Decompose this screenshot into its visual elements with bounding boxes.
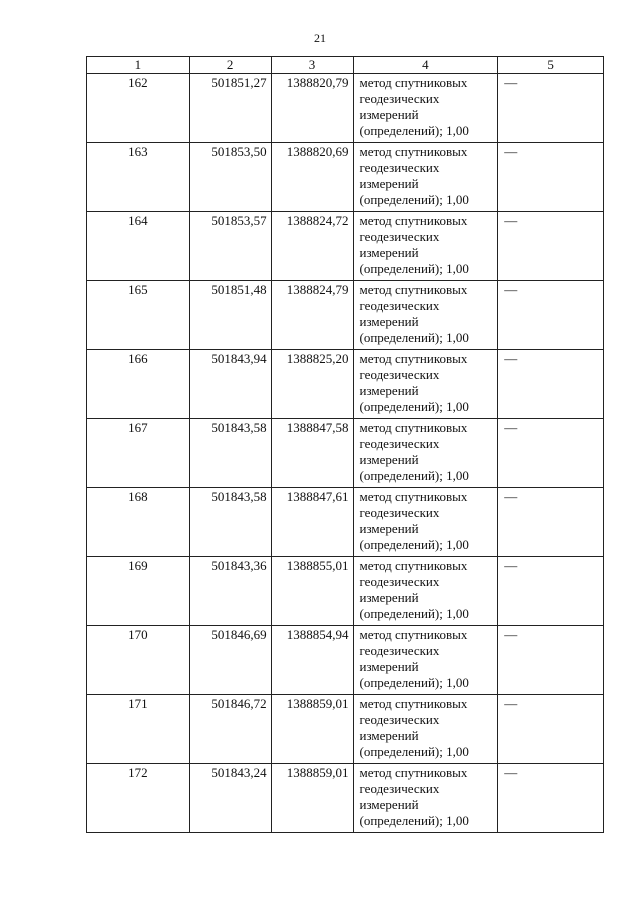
point-number-cell: 162 — [87, 74, 190, 143]
table-row — [87, 212, 604, 281]
method-cell — [353, 488, 498, 557]
method-line: метод спутниковых — [359, 282, 468, 297]
column-header-1: 1 — [87, 57, 190, 74]
y-coordinate-cell: 1388820,79 — [271, 74, 353, 143]
column-header-4: 4 — [353, 57, 498, 74]
y-coordinate-cell: 1388847,61 — [271, 488, 353, 557]
y-coordinate-cell: 1388859,01 — [271, 764, 353, 833]
table-row — [87, 74, 604, 143]
method-line: метод спутниковых — [359, 351, 468, 366]
method-line: (определений); 1,00 — [359, 468, 469, 483]
point-number-cell: 172 — [87, 764, 190, 833]
y-coordinate-cell: 1388824,79 — [271, 281, 353, 350]
x-coordinate-cell: 501853,57 — [189, 212, 271, 281]
method-line: метод спутниковых — [359, 420, 468, 435]
method-line: метод спутниковых — [359, 627, 468, 642]
point-number-cell: 164 — [87, 212, 190, 281]
note-cell: — — [498, 74, 604, 143]
method-line: (определений); 1,00 — [359, 261, 469, 276]
method-line: метод спутниковых — [359, 696, 468, 711]
x-coordinate-cell: 501851,27 — [189, 74, 271, 143]
method-line: (определений); 1,00 — [359, 123, 469, 138]
method-line: (определений); 1,00 — [359, 606, 469, 621]
method-cell — [353, 212, 498, 281]
method-line: измерений — [359, 107, 419, 122]
method-line: измерений — [359, 521, 419, 536]
method-line: геодезических — [359, 643, 440, 658]
method-cell — [353, 419, 498, 488]
method-cell — [353, 74, 498, 143]
method-line: геодезических — [359, 712, 440, 727]
method-line: геодезических — [359, 229, 440, 244]
method-line: метод спутниковых — [359, 75, 468, 90]
method-line: метод спутниковых — [359, 765, 468, 780]
method-line: (определений); 1,00 — [359, 537, 469, 552]
y-coordinate-cell: 1388859,01 — [271, 695, 353, 764]
method-line: геодезических — [359, 781, 440, 796]
method-cell — [353, 143, 498, 212]
note-cell: — — [498, 695, 604, 764]
method-cell — [353, 281, 498, 350]
table-row — [87, 695, 604, 764]
method-cell — [353, 695, 498, 764]
x-coordinate-cell: 501851,48 — [189, 281, 271, 350]
method-line: (определений); 1,00 — [359, 744, 469, 759]
method-line: измерений — [359, 245, 419, 260]
method-line: измерений — [359, 176, 419, 191]
method-line: геодезических — [359, 91, 440, 106]
method-line: измерений — [359, 728, 419, 743]
y-coordinate-cell: 1388847,58 — [271, 419, 353, 488]
table-row — [87, 419, 604, 488]
x-coordinate-cell: 501843,24 — [189, 764, 271, 833]
note-cell: — — [498, 281, 604, 350]
method-line: (определений); 1,00 — [359, 813, 469, 828]
note-cell: — — [498, 212, 604, 281]
method-cell — [353, 626, 498, 695]
method-line: геодезических — [359, 436, 440, 451]
table-header-row — [87, 57, 604, 74]
coordinates-table — [86, 56, 604, 833]
note-cell: — — [498, 626, 604, 695]
point-number-cell: 168 — [87, 488, 190, 557]
method-cell — [353, 557, 498, 626]
method-line: метод спутниковых — [359, 213, 468, 228]
x-coordinate-cell: 501846,69 — [189, 626, 271, 695]
y-coordinate-cell: 1388825,20 — [271, 350, 353, 419]
page-number: 21 — [314, 31, 326, 45]
method-line: геодезических — [359, 574, 440, 589]
x-coordinate-cell: 501843,58 — [189, 419, 271, 488]
method-line: метод спутниковых — [359, 558, 468, 573]
method-line: измерений — [359, 314, 419, 329]
x-coordinate-cell: 501846,72 — [189, 695, 271, 764]
table-row — [87, 626, 604, 695]
method-line: геодезических — [359, 505, 440, 520]
method-line: (определений); 1,00 — [359, 330, 469, 345]
note-cell: — — [498, 488, 604, 557]
column-header-3: 3 — [271, 57, 353, 74]
table-row — [87, 350, 604, 419]
method-line: измерений — [359, 383, 419, 398]
method-line: (определений); 1,00 — [359, 399, 469, 414]
table-row — [87, 281, 604, 350]
method-line: (определений); 1,00 — [359, 192, 469, 207]
method-line: измерений — [359, 590, 419, 605]
note-cell: — — [498, 557, 604, 626]
method-line: геодезических — [359, 298, 440, 313]
x-coordinate-cell: 501843,36 — [189, 557, 271, 626]
point-number-cell: 170 — [87, 626, 190, 695]
note-cell: — — [498, 419, 604, 488]
point-number-cell: 171 — [87, 695, 190, 764]
method-line: метод спутниковых — [359, 489, 468, 504]
method-line: геодезических — [359, 160, 440, 175]
point-number-cell: 163 — [87, 143, 190, 212]
method-line: измерений — [359, 797, 419, 812]
method-cell — [353, 350, 498, 419]
table-row — [87, 764, 604, 833]
method-line: измерений — [359, 659, 419, 674]
y-coordinate-cell: 1388824,72 — [271, 212, 353, 281]
point-number-cell: 165 — [87, 281, 190, 350]
note-cell: — — [498, 764, 604, 833]
method-line: измерений — [359, 452, 419, 467]
table-row — [87, 488, 604, 557]
method-line: (определений); 1,00 — [359, 675, 469, 690]
table-row — [87, 143, 604, 212]
point-number-cell: 166 — [87, 350, 190, 419]
note-cell: — — [498, 350, 604, 419]
y-coordinate-cell: 1388854,94 — [271, 626, 353, 695]
y-coordinate-cell: 1388820,69 — [271, 143, 353, 212]
point-number-cell: 167 — [87, 419, 190, 488]
note-cell: — — [498, 143, 604, 212]
method-line: метод спутниковых — [359, 144, 468, 159]
point-number-cell: 169 — [87, 557, 190, 626]
table-row — [87, 557, 604, 626]
x-coordinate-cell: 501853,50 — [189, 143, 271, 212]
x-coordinate-cell: 501843,58 — [189, 488, 271, 557]
x-coordinate-cell: 501843,94 — [189, 350, 271, 419]
y-coordinate-cell: 1388855,01 — [271, 557, 353, 626]
column-header-2: 2 — [189, 57, 271, 74]
method-line: геодезических — [359, 367, 440, 382]
column-header-5: 5 — [498, 57, 604, 74]
method-cell — [353, 764, 498, 833]
